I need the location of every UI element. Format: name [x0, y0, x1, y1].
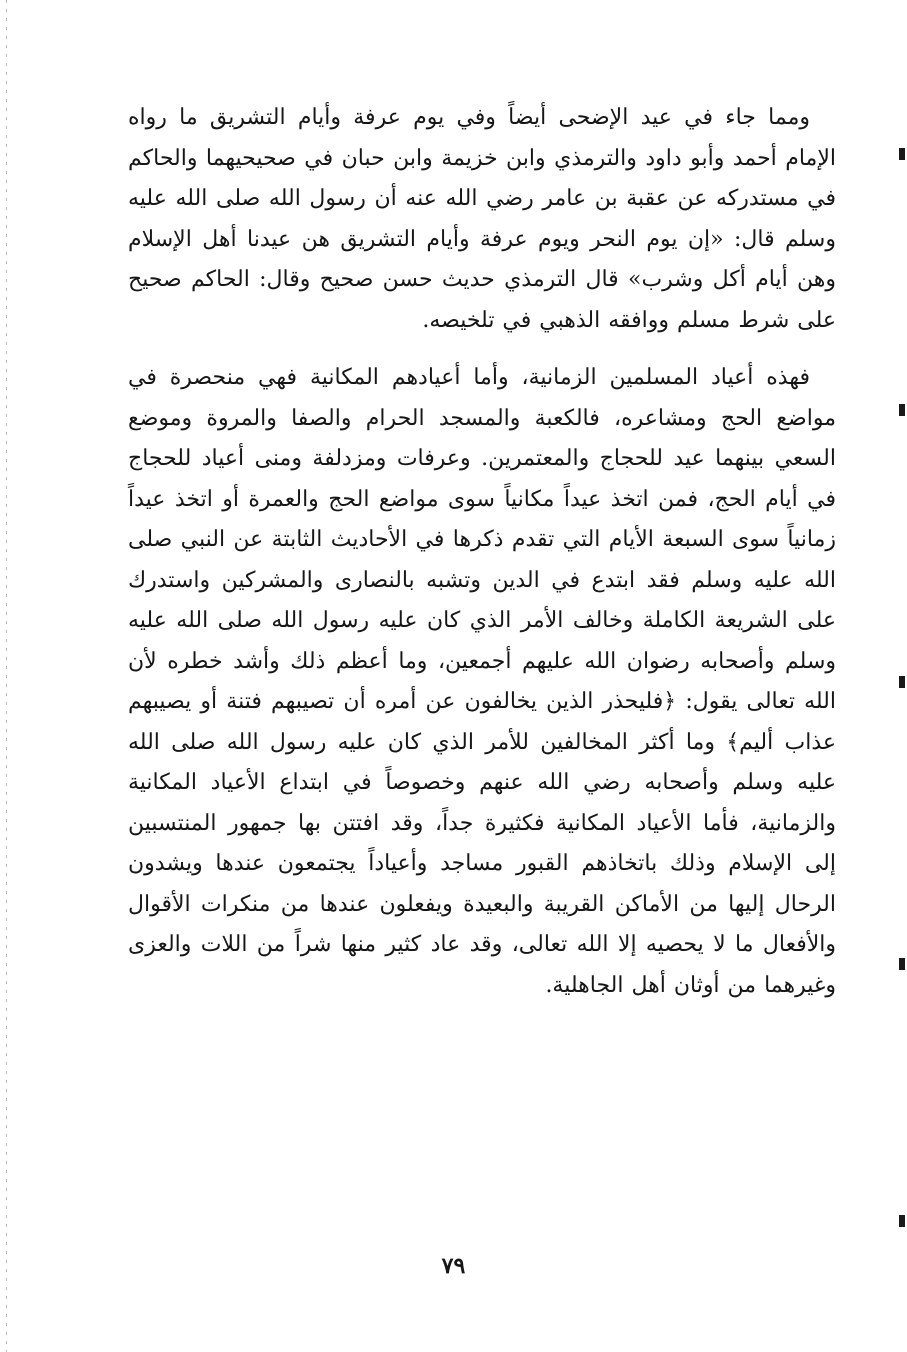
page-body [128, 98, 836, 1006]
paragraph: ومما جاء في عيد الإضحى أيضاً وفي يوم عرفة وأيام التشريق ما رواه الإمام أحمد وأبو داود والترمذي وابن خزيمة وابن حبان في صحيحيهما والحاكم في مستدركه عن عقبة بن عامر رضي الله عنه أن رسول الله صلى الله عليه وسلم قال: «إن يوم النحر ويوم عرفة وأيام التشريق هن عيدنا أهل الإسلام وهن أيام أكل وشرب» قال الترمذي حديث حسن صحيح وقال: الحاكم صحيح على شرط مسلم ووافقه الذهبي في تلخيصه. [128, 105, 836, 333]
scan-mark [899, 958, 905, 970]
scan-edge [6, 0, 7, 1352]
scan-mark [899, 148, 905, 160]
paragraph: فهذه أعياد المسلمين الزمانية، وأما أعيادهم المكانية فهي منحصرة في مواضع الحج ومشاعره، فالكعبة والمسجد الحرام والصفا والمروة وموضع السعي بينهما عيد للحجاج والمعتمرين. وعرفات ومزدلفة ومنى أعياد للحجاج في أيام الحج، فمن اتخذ عيداً مكانياً سوى مواضع الحج والعمرة أو اتخذ عيداً زمانياً سوى السبعة الأيام التي تقدم ذكرها في الأحاديث الثابتة عن النبي صلى الله عليه وسلم فقد ابتدع في الدين وتشبه بالنصارى والمشركين واستدرك على الشريعة الكاملة وخالف الأمر الذي كان عليه رسول الله صلى الله عليه وسلم وأصحابه رضوان الله عليهم أجمعين، وما أعظم ذلك وأشد خطره لأن الله تعالى يقول: ﴿فليحذر الذين يخالفون عن أمره أن تصيبهم فتنة أو يصيبهم عذاب أليم﴾ وما أكثر المخالفين للأمر الذي كان عليه رسول الله صلى الله عليه وسلم وأصحابه رضي الله عنهم وخصوصاً في ابتداع الأعياد المكانية والزمانية، فأما الأعياد المكانية فكثيرة جداً، وقد افتتن بها جمهور المنتسبين إلى الإسلام وذلك باتخاذهم القبور مساجد وأعياداً يجتمعون عندها ويشدون الرحال إليها من الأماكن القريبة والبعيدة ويفعلون عندها من منكرات الأقوال والأفعال ما لا يحصيه إلا الله تعالى، وقد عاد كثير منها شراً من اللات والعزى وغيرهما من أوثان أهل الجاهلية. [128, 365, 836, 998]
page-number: ٧٩ [441, 1253, 466, 1279]
scan-mark [899, 1215, 905, 1227]
scan-mark [899, 404, 905, 416]
scan-mark [899, 676, 905, 688]
